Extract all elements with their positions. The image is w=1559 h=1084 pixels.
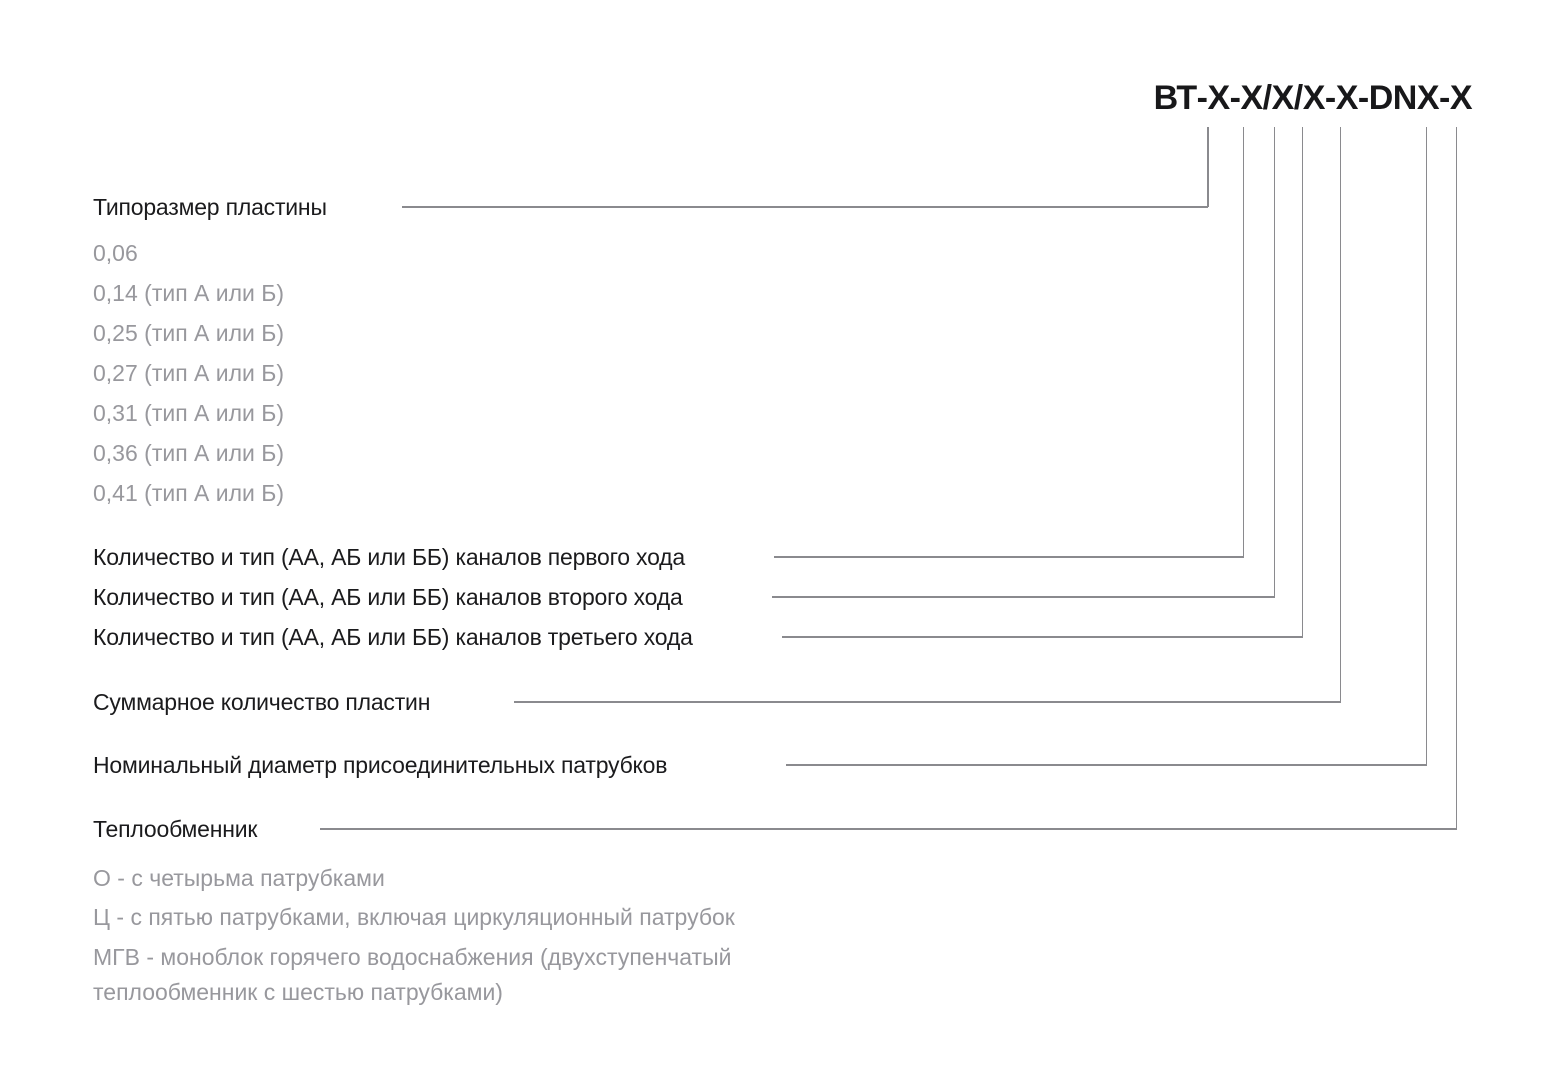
callout-third-pass-vertical bbox=[1302, 127, 1304, 637]
callout-plate-size-horizontal bbox=[402, 206, 1208, 208]
callout-second-pass-horizontal bbox=[772, 596, 1275, 598]
heat-exchanger-option: МГВ - моноблок горячего водоснабжения (двухступенчатый теплообменник с шестью патрубками) bbox=[93, 944, 732, 1005]
heat-exchanger-option: О - с четырьма патрубками bbox=[93, 865, 385, 891]
channels-third-pass-label: Количество и тип (АА, АБ или ББ) каналов третьего хода bbox=[93, 624, 693, 650]
callout-first-pass-horizontal bbox=[774, 556, 1244, 558]
callout-second-pass-vertical bbox=[1274, 127, 1276, 597]
plate-size-heading: Типоразмер пластины bbox=[93, 194, 327, 220]
callout-first-pass-vertical bbox=[1243, 127, 1245, 557]
callout-plate-size-vertical bbox=[1207, 127, 1209, 207]
channels-first-pass-label: Количество и тип (АА, АБ или ББ) каналов первого хода bbox=[93, 544, 685, 570]
callout-heat-exchanger-horizontal bbox=[320, 828, 1457, 830]
plate-size-option: 0,06 bbox=[93, 239, 138, 266]
plate-size-option: 0,36 (тип А или Б) bbox=[93, 439, 285, 466]
model-code-title: ВТ-X-X/X/X-X-DNX-X bbox=[1153, 79, 1472, 117]
plate-size-option: 0,14 (тип А или Б) bbox=[93, 279, 285, 306]
plate-size-option: 0,31 (тип А или Б) bbox=[93, 399, 285, 426]
callout-heat-exchanger-vertical bbox=[1456, 127, 1458, 829]
callout-nominal-diameter-vertical bbox=[1426, 127, 1428, 765]
callout-nominal-diameter-horizontal bbox=[786, 764, 1427, 766]
heat-exchanger-option: Ц - с пятью патрубками, включая циркуляционный патрубок bbox=[93, 904, 735, 930]
channels-second-pass-label: Количество и тип (АА, АБ или ББ) каналов второго хода bbox=[93, 584, 683, 610]
heat-exchanger-heading: Теплообменник bbox=[93, 816, 258, 842]
total-plates-label: Суммарное количество пластин bbox=[93, 689, 431, 715]
nominal-diameter-label: Номинальный диаметр присоединительных патрубков bbox=[93, 752, 668, 778]
plate-size-option: 0,27 (тип А или Б) bbox=[93, 359, 285, 386]
callout-total-plates-vertical bbox=[1340, 127, 1342, 702]
plate-size-option: 0,41 (тип А или Б) bbox=[93, 479, 285, 506]
plate-size-option: 0,25 (тип А или Б) bbox=[93, 319, 285, 346]
callout-total-plates-horizontal bbox=[514, 701, 1341, 703]
callout-third-pass-horizontal bbox=[782, 636, 1303, 638]
plate-size-options bbox=[93, 233, 284, 513]
